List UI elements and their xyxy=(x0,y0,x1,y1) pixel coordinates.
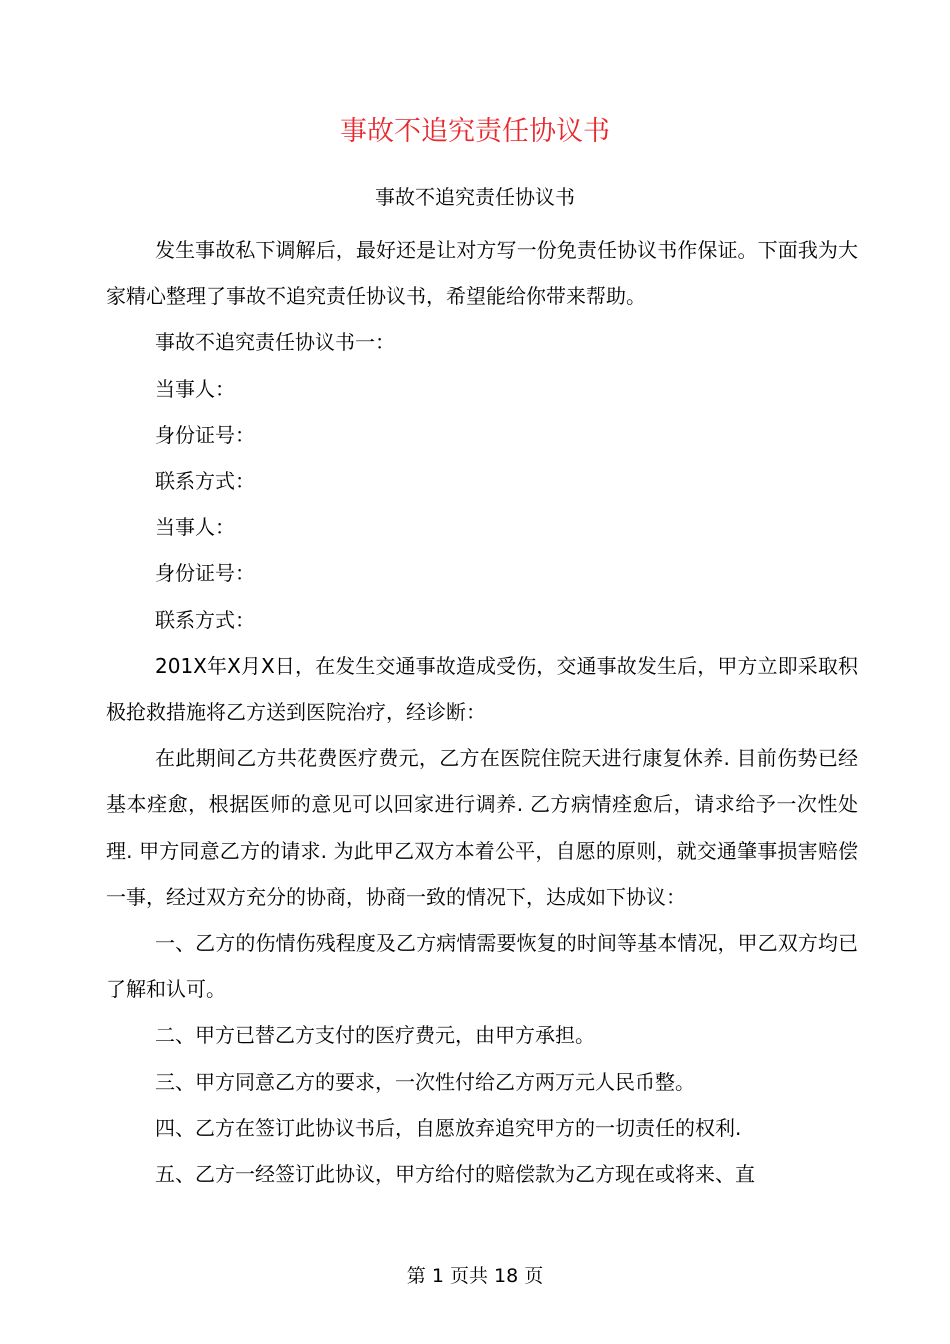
field-contact-b: 联系方式： xyxy=(155,607,255,632)
page-number-footer: 第 1 页共 18 页 xyxy=(406,1265,544,1287)
document-body xyxy=(106,227,858,1197)
field-party-a: 当事人： xyxy=(155,376,235,401)
field-contact-a: 联系方式： xyxy=(155,469,255,494)
field-id-number-a: 身份证号： xyxy=(155,422,255,447)
field-id-number-b: 身份证号： xyxy=(155,561,255,586)
paragraph-treatment: 在此期间乙方共花费医疗费元，乙方在医院住院天进行康复休养. 目前伤势已经基本痊愈，根据医师的意见可以回家进行调养. 乙方病情痊愈后，请求给予一次性处理. 甲方同意乙方的请求. 为此甲乙双方本着公平，自愿的原则，就交通肇事损害赔偿一事，经过双方充分的协商，协商一致的情况下，达成如下协议： xyxy=(106,746,858,909)
paragraph-intro: 发生事故私下调解后，最好还是让对方写一份免责任协议书作保证。下面我为大家精心整理了事故不追究责任协议书，希望能给你带来帮助。 xyxy=(106,238,858,309)
clause-5: 五、乙方一经签订此协议，甲方给付的赔偿款为乙方现在或将来、直 xyxy=(155,1162,755,1187)
clause-1: 一、乙方的伤情伤残程度及乙方病情需要恢复的时间等基本情况，甲乙双方均已了解和认可。 xyxy=(106,931,858,1002)
paragraph-incident: 201X年X月X日，在发生交通事故造成受伤，交通事故发生后，甲方立即采取积极抢救措施将乙方送到医院治疗，经诊断： xyxy=(106,653,858,725)
clause-2: 二、甲方已替乙方支付的医疗费元，由甲方承担。 xyxy=(155,1023,595,1048)
document-subtitle: 事故不追究责任协议书 xyxy=(375,185,575,209)
field-party-b: 当事人： xyxy=(155,515,235,540)
paragraph-section-heading: 事故不追究责任协议书一： xyxy=(155,330,395,355)
clause-4: 四、乙方在签订此协议书后，自愿放弃追究甲方的一切责任的权利. xyxy=(155,1115,742,1140)
clause-3: 三、甲方同意乙方的要求，一次性付给乙方两万元人民币整。 xyxy=(155,1069,695,1094)
document-title: 事故不追究责任协议书 xyxy=(340,116,610,147)
